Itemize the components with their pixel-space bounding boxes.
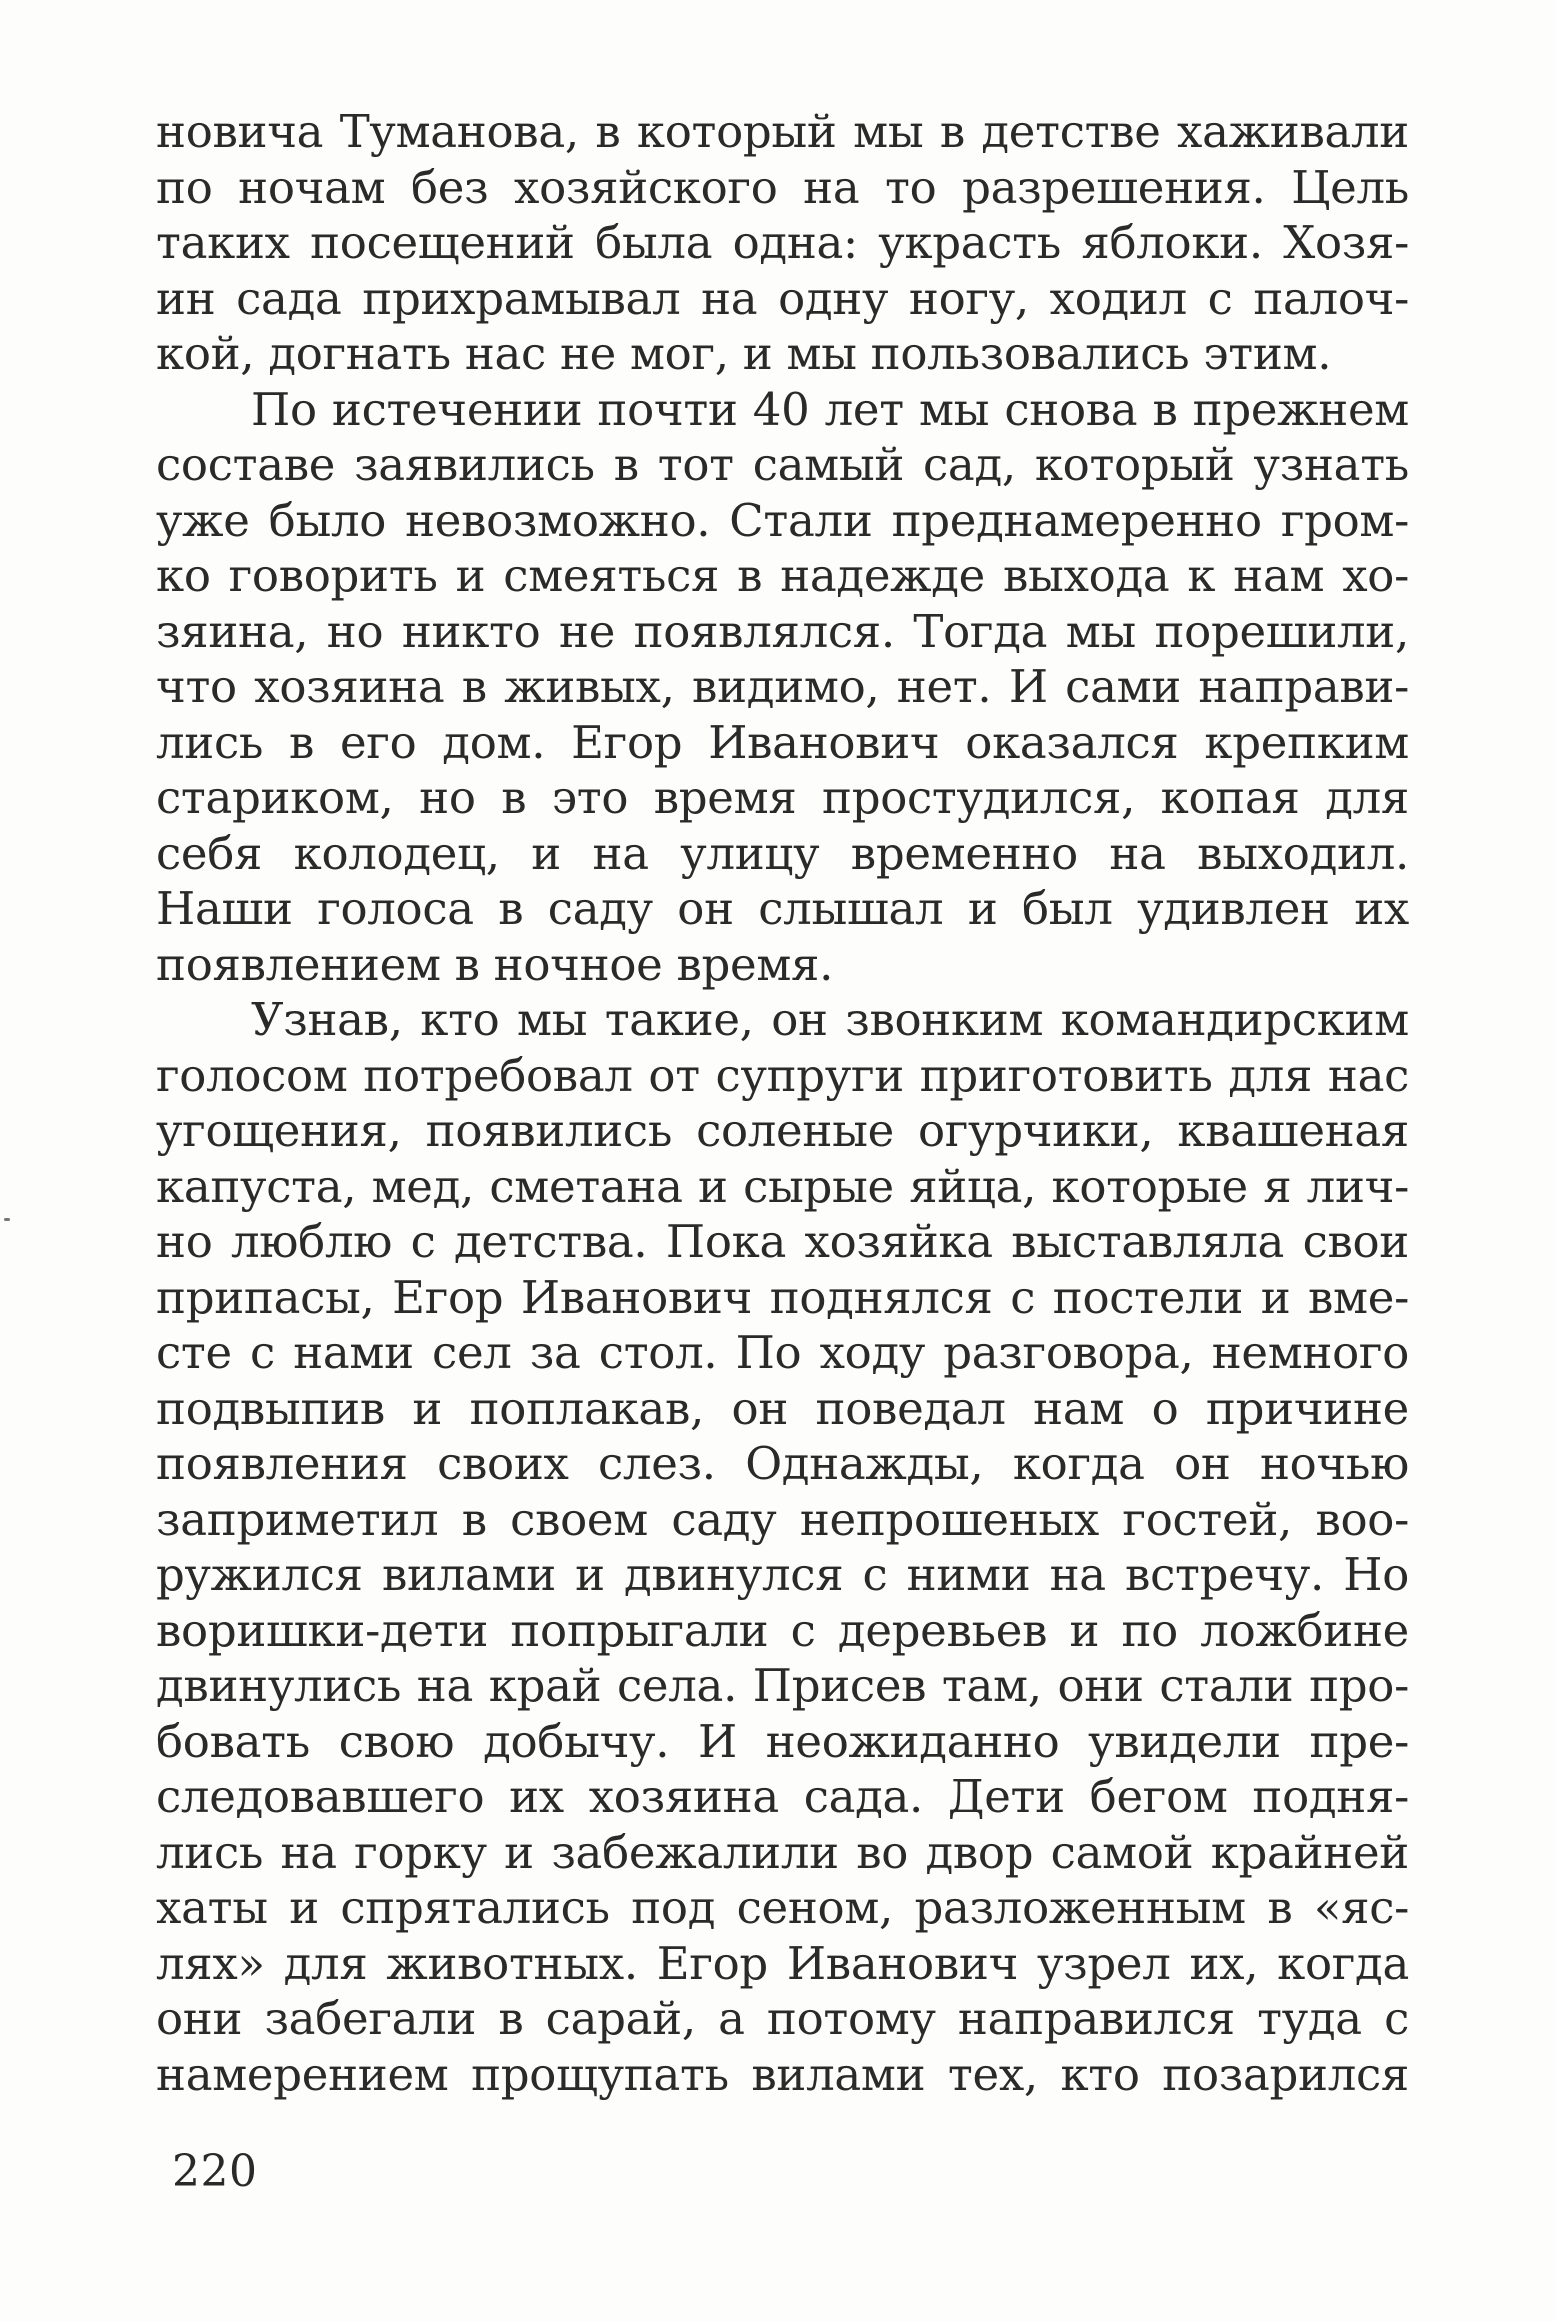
text-line: двинулись на край села. Присев там, они стали про- — [156, 1659, 1409, 1712]
body-text — [156, 104, 1409, 2102]
text-line: угощения, появились соленые огурчики, квашеная — [156, 1104, 1409, 1157]
text-line: заприметил в своем саду непрошеных гостей, воо- — [156, 1492, 1409, 1546]
text-line: уже было невозможно. Стали преднамеренно гром- — [156, 493, 1409, 547]
text-line: припасы, Егор Иванович поднялся с постели и вме- — [156, 1270, 1409, 1324]
paragraph-first-line: Узнав, кто мы такие, он звонким командирским — [251, 993, 1409, 1046]
text-line: составе заявились в тот самый сад, который узнать — [156, 438, 1409, 491]
text-line: лись в его дом. Егор Иванович оказался крепким — [156, 715, 1409, 769]
text-line: Наши голоса в саду он слышал и был удивлен их — [156, 882, 1409, 935]
text-line: ко говорить и смеяться в надежде выхода к нам хо- — [156, 549, 1409, 602]
text-line: капуста, мед, сметана и сырые яйца, которые я лич- — [156, 1159, 1409, 1213]
text-line: голосом потребовал от супруги приготовить для нас — [156, 1048, 1409, 1102]
text-line: появления своих слез. Однажды, когда он ночью — [156, 1437, 1409, 1490]
text-line: подвыпив и поплакав, он поведал нам о причине — [156, 1381, 1409, 1435]
text-line: воришки-дети попрыгали с деревьев и по ложбине — [156, 1603, 1409, 1657]
text-line: по ночам без хозяйского на то разрешения. Цель — [156, 160, 1409, 214]
text-line: бовать свою добычу. И неожиданно увидели пре- — [156, 1714, 1409, 1768]
text-line: лись на горку и забежалили во двор самой крайней — [156, 1825, 1409, 1879]
text-line: таких посещений была одна: украсть яблоки. Хозя- — [156, 216, 1409, 269]
text-line: зяина, но никто не появлялся. Тогда мы порешили, — [156, 604, 1409, 658]
text-line: но люблю с детства. Пока хозяйка выставляла свои — [156, 1215, 1409, 1268]
text-line: ин сада прихрамывал на одну ногу, ходил с палоч- — [156, 271, 1409, 325]
text-line: себя колодец, и на улицу временно на выходил. — [156, 826, 1409, 880]
text-line: сте с нами сел за стол. По ходу разговора, немного — [156, 1326, 1409, 1379]
text-line: следовавшего их хозяина сада. Дети бегом подня- — [156, 1770, 1409, 1823]
paragraph-first-line: По истечении почти 40 лет мы снова в прежнем — [251, 382, 1409, 436]
text-line: ружился вилами и двинулся с ними на встречу. Но — [156, 1548, 1409, 1601]
text-line: что хозяина в живых, видимо, нет. И сами направи- — [156, 660, 1409, 713]
text-line: хаты и спрятались под сеном, разложенным в «яс- — [156, 1881, 1409, 1934]
text-line: появлением в ночное время. — [156, 937, 834, 991]
text-line: стариком, но в это время простудился, копая для — [156, 771, 1409, 824]
text-line: намерением прощупать вилами тех, кто позарился — [156, 2047, 1409, 2101]
text-line: кой, догнать нас не мог, и мы пользовались этим. — [156, 327, 1332, 380]
text-line: новича Туманова, в который мы в детстве хаживали — [156, 105, 1409, 158]
scan-speck — [4, 1218, 10, 1221]
text-line: они забегали в сарай, а потому направился туда с — [156, 1992, 1409, 2045]
page-number: 220 — [172, 2146, 258, 2197]
text-line: лях» для животных. Егор Иванович узрел их, когда — [156, 1936, 1409, 1990]
